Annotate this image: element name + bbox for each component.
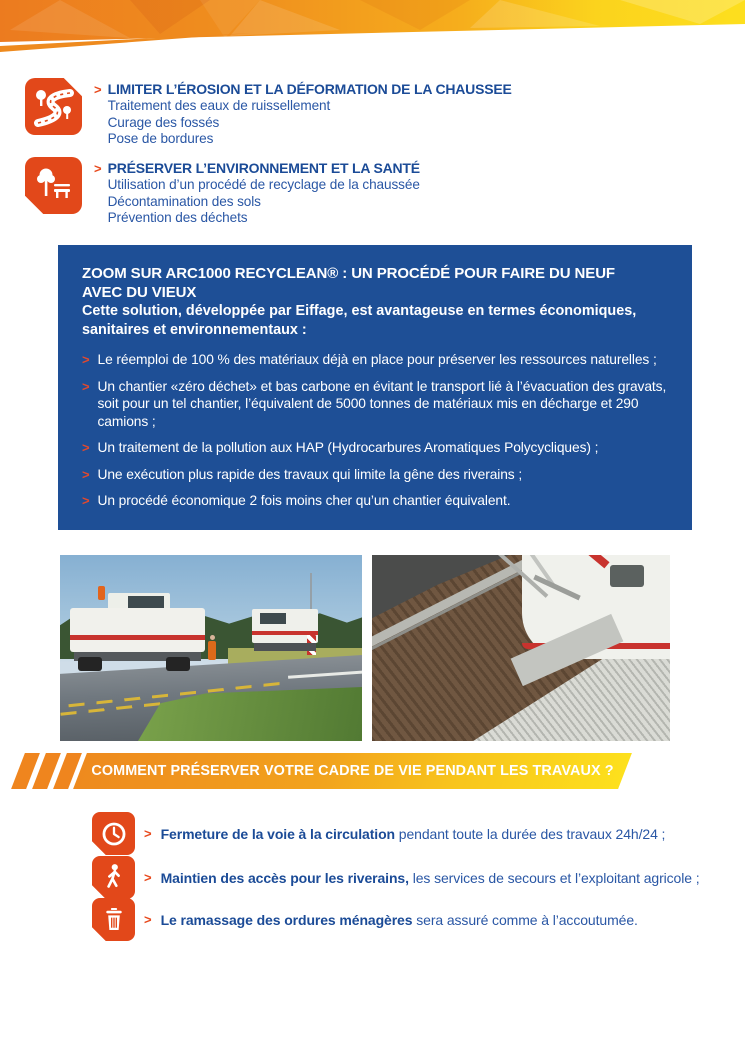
clock-icon <box>92 812 135 855</box>
park-glyph <box>32 164 76 208</box>
bullet-text: Un traitement de la pollution aux HAP (Hydrocarbures Aromatiques Polycycliques) ; <box>97 440 599 455</box>
zoom-box-title: ZOOM SUR ARC1000 RECYCLEAN® : UN PROCÉDÉ POUR FAIRE DU NEUF AVEC DU VIEUX <box>82 265 615 301</box>
trash-glyph <box>97 903 131 937</box>
pedestrian-icon <box>92 856 135 899</box>
info-row-ordures <box>92 898 638 941</box>
bullet-text: Un chantier «zéro déchet» et bas carbone en évitant le transport lié à l’évacuation des gravats, soit pour un tel chantier, l’équivalent de 5000 tonnes de matériaux mis en décharge et 290 camions ; <box>97 378 667 429</box>
chevron-bullet-icon: > <box>82 493 90 508</box>
section-environnement <box>25 157 420 227</box>
pedestrian-glyph <box>97 861 131 895</box>
top-polygon-banner <box>0 0 745 56</box>
chevron-bullet-icon: > <box>144 912 152 927</box>
bullet-item <box>82 466 668 484</box>
bullet-item <box>82 351 668 369</box>
clock-glyph <box>97 817 131 851</box>
bullet-text: Un procédé économique 2 fois moins cher qu’un chantier équivalent. <box>97 493 511 508</box>
bullet-item <box>82 378 668 431</box>
park-tree-bench-icon <box>25 157 82 214</box>
info-text: Maintien des accès pour les riverains, les services de secours et l’exploitant agricole ; <box>160 869 700 886</box>
zoom-info-box <box>58 245 692 530</box>
info-text: Fermeture de la voie à la circulation pendant toute la durée des travaux 24h/24 ; <box>160 825 666 842</box>
section-erosion <box>25 78 512 148</box>
chevron-bullet-icon: > <box>144 870 152 885</box>
zoom-box-bullets <box>82 351 668 510</box>
section-item: Curage des fossés <box>107 114 220 130</box>
bullet-text: Le réemploi de 100 % des matériaux déjà en place pour préserver les ressources naturelles ; <box>97 352 657 367</box>
chevron-bullet-icon: > <box>82 440 90 455</box>
photo-worker-head <box>210 635 215 640</box>
banner-body <box>73 753 632 789</box>
chevron-bullet-icon: > <box>82 352 90 367</box>
section-item: Décontamination des sols <box>107 193 261 209</box>
chevron-bullet-icon: > <box>94 161 102 176</box>
info-row-fermeture <box>92 812 665 855</box>
photo-milling-closeup <box>372 555 670 741</box>
info-text: Le ramassage des ordures ménagères sera assuré comme à l’accoutumée. <box>160 911 638 928</box>
section-item: Prévention des déchets <box>107 210 248 225</box>
section-item: Utilisation d’un procédé de recyclage de la chaussée <box>107 177 420 192</box>
photo-roadworks-machines <box>60 555 362 741</box>
photo-worker <box>208 641 216 660</box>
bullet-text: Une exécution plus rapide des travaux qui limite la gêne des riverains ; <box>97 466 523 482</box>
winding-road-glyph <box>32 85 76 129</box>
photo-milling-machine-left <box>70 593 205 673</box>
section-item: Traitement des eaux de ruissellement <box>107 98 331 113</box>
chevron-bullet-icon: > <box>82 466 90 482</box>
info-row-acces <box>92 856 700 899</box>
banner-question-text: COMMENT PRÉSERVER VOTRE CADRE DE VIE PENDANT LES TRAVAUX ? <box>91 763 614 779</box>
bullet-item <box>82 439 668 457</box>
section-title: PRÉSERVER L’ENVIRONNEMENT ET LA SANTÉ <box>107 160 420 176</box>
zoom-box-intro: Cette solution, développée par Eiffage, est avantageuse en termes économiques, sanitaires et environnementaux : <box>82 303 637 338</box>
chevron-bullet-icon: > <box>82 378 90 394</box>
section-title: LIMITER L’ÉROSION ET LA DÉFORMATION DE LA CHAUSSEE <box>107 81 512 97</box>
bullet-item <box>82 492 668 510</box>
winding-road-icon <box>25 78 82 135</box>
trash-icon <box>92 898 135 941</box>
section-item: Pose de bordures <box>107 131 214 146</box>
polygon-banner-graphic <box>0 0 745 56</box>
photo-milling-machine-right <box>252 609 318 657</box>
chevron-bullet-icon: > <box>94 82 102 97</box>
chevron-bullet-icon: > <box>144 826 152 841</box>
